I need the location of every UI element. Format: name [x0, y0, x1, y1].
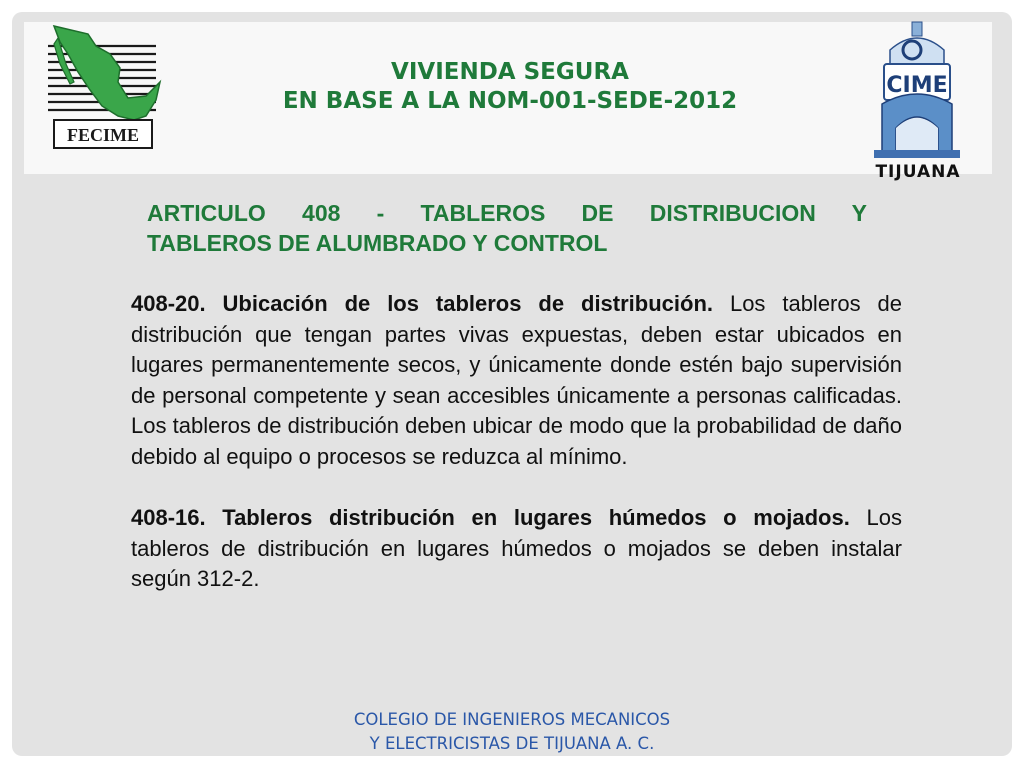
cime-logo-text: CIME	[886, 73, 948, 98]
section-paragraph	[131, 503, 902, 595]
article-heading-line-2: TABLEROS DE ALUMBRADO Y CONTROL	[147, 230, 608, 256]
cime-logo	[860, 20, 975, 168]
article-heading-line-1: ARTICULO 408 - TABLEROS DE DISTRIBUCION Y	[147, 200, 867, 226]
footer	[250, 708, 774, 756]
article-heading	[147, 198, 867, 258]
fecime-logo	[48, 24, 163, 154]
section-heading: 408-16. Tableros distribución en lugares húmedos o mojados.	[131, 505, 850, 530]
title-line-2: EN BASE A LA NOM-001-SEDE-2012	[282, 88, 738, 114]
footer-line-2: Y ELECTRICISTAS DE TIJUANA A. C.	[369, 734, 655, 753]
city-label: TIJUANA	[875, 162, 961, 182]
fecime-logo-text: FECIME	[67, 125, 139, 145]
arch-monument-icon	[860, 20, 975, 168]
section-text: Los tableros de distribución en lugares húmedos o mojados se deben instalar según 312-2.	[131, 505, 902, 591]
footer-line-1: COLEGIO DE INGENIEROS MECANICOS	[353, 710, 671, 729]
page-title	[200, 58, 820, 116]
title-line-1: VIVIENDA SEGURA	[391, 59, 629, 85]
section-paragraph	[131, 289, 902, 472]
section-heading: 408-20. Ubicación de los tableros de distribución.	[131, 291, 714, 316]
section-text: Los tableros de distribución que tengan partes vivas expuestas, deben estar ubicados en lugares permanentemente secos, y únicamente donde estén bajo supervisión de personal competente y sean accesibles únicamente a personas calificadas. Los tableros de distribución deben ubicar de modo que la probabilidad de daño debido al equipo o procesos se reduzca al mínimo.	[131, 291, 903, 469]
mexico-map-icon	[48, 24, 163, 154]
article-body	[131, 289, 902, 626]
